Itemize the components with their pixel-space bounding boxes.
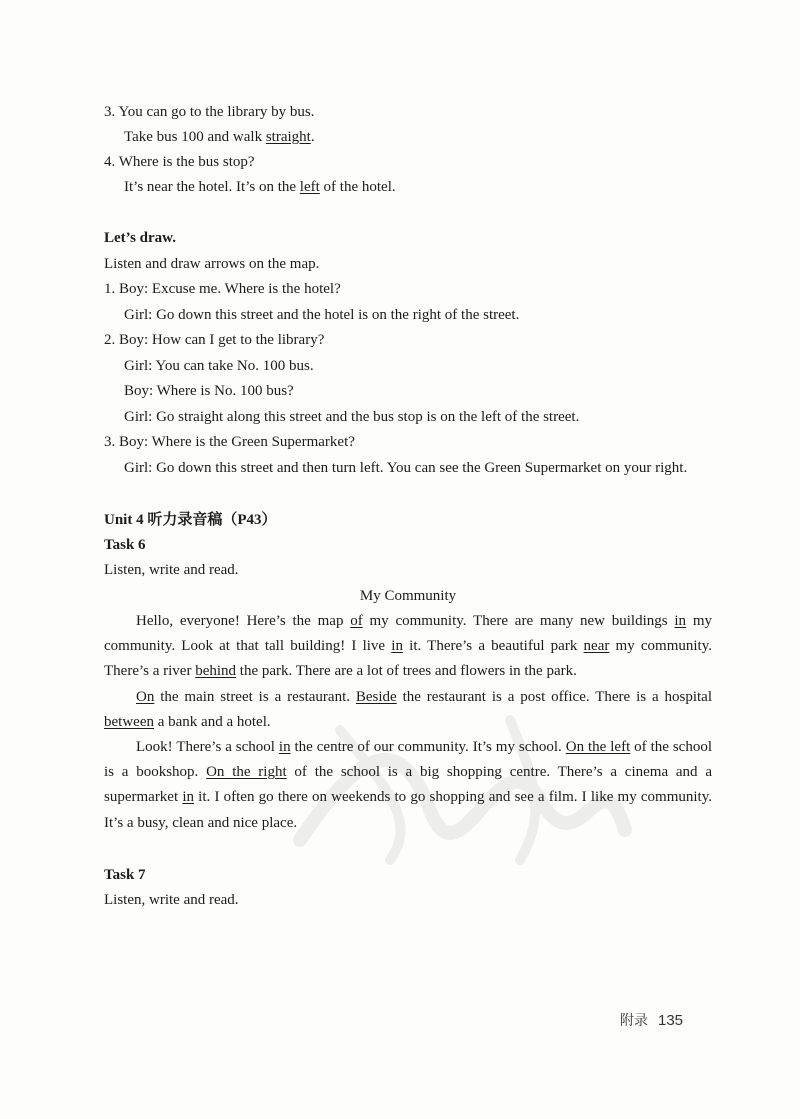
instruction: Listen and draw arrows on the map. bbox=[104, 256, 320, 272]
item-3-answer bbox=[124, 127, 315, 147]
item-question: You can go to the library by bus. bbox=[118, 104, 315, 120]
text-run: my community. Look at that tall building! I live bbox=[104, 613, 712, 655]
answer-blank: in bbox=[278, 739, 291, 756]
item-4 bbox=[104, 152, 255, 172]
story-paragraph-1 bbox=[104, 609, 712, 685]
answer-blank: left bbox=[299, 179, 320, 195]
story-paragraph-3 bbox=[104, 735, 712, 836]
text-run: of the school is a big shopping centre. There’s a cinema and a supermarket bbox=[104, 764, 712, 806]
answer-blank: straight bbox=[265, 129, 311, 145]
task-7-instruction: Listen, write and read. bbox=[104, 892, 239, 908]
story-title: My Community bbox=[359, 588, 457, 604]
text-run: of the school is a bookshop. bbox=[104, 739, 712, 781]
answer-text: Take bus 100 and walk bbox=[124, 129, 266, 145]
answer-text: . bbox=[310, 129, 315, 145]
task-6-instruction: Listen, write and read. bbox=[104, 562, 239, 578]
text-run: my community. There are many new buildings bbox=[362, 613, 675, 629]
item-number: 2. bbox=[104, 332, 116, 348]
dialogue-2-line bbox=[104, 330, 324, 350]
item-3 bbox=[104, 102, 314, 122]
text-run: a bank and a hotel. bbox=[153, 713, 271, 730]
footer-label: 附录 bbox=[620, 1013, 648, 1029]
story-paragraph-2 bbox=[104, 685, 712, 735]
answer-blank: between bbox=[104, 713, 154, 730]
dialogue-line: Boy: Where is No. 100 bus? bbox=[124, 383, 294, 399]
text-run: it. I often go there on weekends to go shopping and see a film. I like my community. It’s a busy, clean and nice place. bbox=[104, 789, 712, 831]
dialogue-line: Girl: You can take No. 100 bus. bbox=[124, 358, 314, 374]
dialogue-line: Girl: Go down this street and then turn left. You can see the Green Supermarket on your right. bbox=[124, 460, 688, 476]
answer-blank: of bbox=[350, 613, 363, 629]
page-footer bbox=[620, 1011, 683, 1031]
task-6-heading: Task 6 bbox=[104, 537, 146, 553]
dialogue-line: Girl: Go straight along this street and the bus stop is on the left of the street. bbox=[124, 409, 580, 425]
answer-blank: in bbox=[391, 638, 403, 655]
item-number: 1. bbox=[104, 281, 116, 297]
page-number: 135 bbox=[658, 1012, 684, 1029]
text-run: Hello, everyone! Here’s the map bbox=[136, 613, 351, 629]
text-run: the park. There are a lot of trees and flowers in the park. bbox=[236, 663, 577, 680]
text-run: the restaurant is a post office. There is a hospital bbox=[396, 688, 712, 705]
text-run: it. There’s a beautiful park bbox=[402, 638, 584, 655]
dialogue-1-line bbox=[104, 279, 341, 299]
item-4-answer bbox=[124, 177, 396, 197]
dialogue-line: Boy: How can I get to the library? bbox=[119, 332, 325, 348]
answer-blank: On the left bbox=[565, 739, 631, 756]
item-number: 3. bbox=[104, 434, 116, 450]
dialogue-line: Girl: Go down this street and the hotel is on the right of the street. bbox=[124, 307, 520, 323]
item-number: 4. bbox=[104, 154, 116, 170]
answer-blank: On bbox=[136, 688, 155, 705]
text-run: the centre of our community. It’s my school. bbox=[290, 739, 566, 756]
unit-heading: Unit 4 听力录音稿（P43） bbox=[104, 512, 277, 528]
answer-blank: in bbox=[674, 613, 687, 629]
answer-blank: Beside bbox=[355, 688, 397, 705]
answer-text: of the hotel. bbox=[319, 179, 396, 195]
item-question: Where is the bus stop? bbox=[118, 154, 255, 170]
answer-blank: in bbox=[182, 789, 194, 806]
answer-blank: near bbox=[583, 638, 610, 655]
dialogue-line: Boy: Excuse me. Where is the hotel? bbox=[119, 281, 341, 297]
item-number: 3. bbox=[104, 104, 116, 120]
text-run: my community. There’s a river bbox=[104, 638, 712, 680]
task-7-heading: Task 7 bbox=[104, 867, 146, 883]
answer-text: It’s near the hotel. It’s on the bbox=[124, 179, 300, 195]
answer-blank: On the right bbox=[206, 764, 287, 781]
section-heading-lets-draw: Let’s draw. bbox=[104, 230, 176, 246]
dialogue-3-line bbox=[104, 432, 355, 452]
text-run: Look! There’s a school bbox=[136, 739, 279, 756]
answer-blank: behind bbox=[195, 663, 237, 680]
story-body bbox=[104, 609, 712, 836]
dialogue-line: Boy: Where is the Green Supermarket? bbox=[119, 434, 355, 450]
text-run: the main street is a restaurant. bbox=[154, 688, 356, 705]
